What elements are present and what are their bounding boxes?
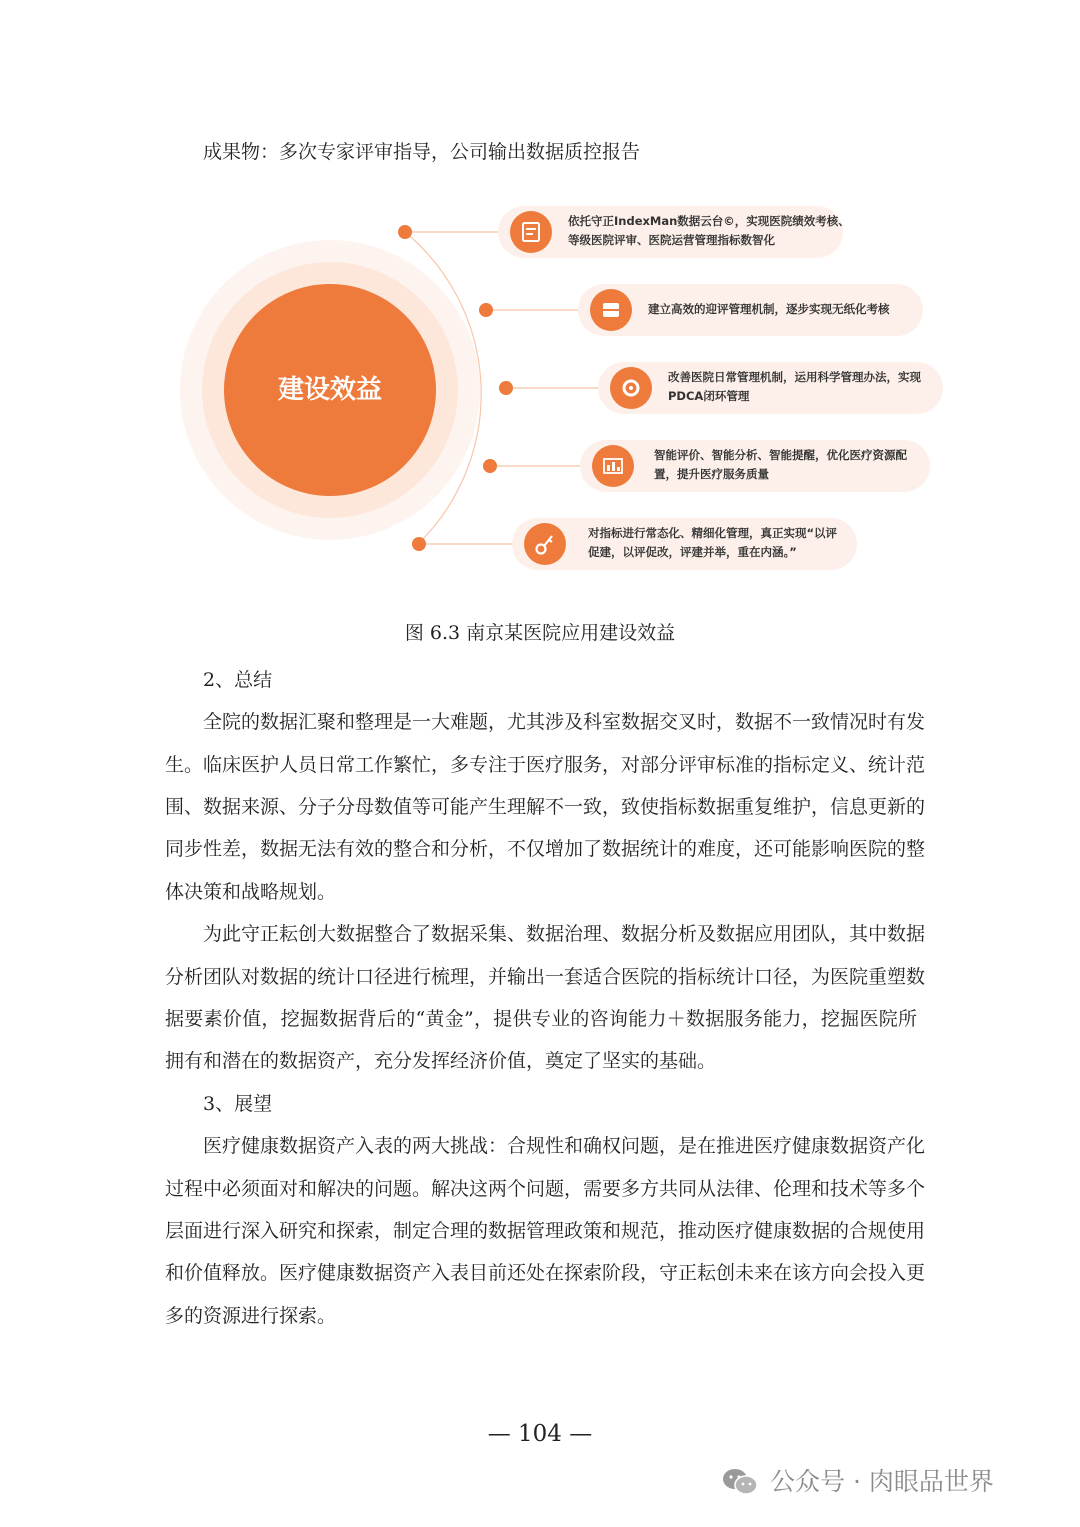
node-dot-5 (412, 537, 426, 551)
section2-p1-line-3: 围、数据来源、分子分母数值等可能产生理解不一致，致使指标数据重复维护，信息更新的 (165, 796, 926, 818)
section2-p2-line-2: 分析团队对数据的统计口径进行梳理，并输出一套适合医院的指标统计口径，为医院重塑数 (165, 966, 926, 988)
benefit-item-1-line-2: 等级医院评审、医院运营管理指标数智化 (568, 233, 775, 247)
benefit-item-3 (598, 362, 943, 414)
bar-chart-icon (592, 445, 634, 487)
benefit-item-4 (580, 440, 930, 492)
section2-heading: 2、总结 (203, 669, 273, 691)
result-line: 成果物：多次专家评审指导，公司输出数据质控报告 (203, 141, 641, 163)
section3-p1-line-4: 和价值释放。医疗健康数据资产入表目前还处在探索阶段，守正耘创未来在该方向会投入更 (165, 1262, 926, 1284)
section3-p1-line-2: 过程中必须面对和解决的问题。解决这两个问题，需要多方共同从法律、伦理和技术等多个 (165, 1178, 926, 1200)
node-dot-2 (479, 303, 493, 317)
target-icon (610, 367, 652, 409)
key-icon (524, 523, 566, 565)
node-dot-3 (499, 381, 513, 395)
section3-p1-line-5: 多的资源进行探索。 (165, 1305, 337, 1327)
benefit-item-5-line-2: 促建，以评促改，评建并举，重在内涵。” (588, 545, 797, 559)
benefit-item-2-line-1: 建立高效的迎评管理机制，逐步实现无纸化考核 (648, 302, 890, 316)
section2-p2-line-3: 据要素价值，挖掘数据背后的“黄金”，提供专业的咨询能力＋数据服务能力，挖掘医院所 (165, 1008, 917, 1030)
benefit-item-5 (512, 518, 857, 570)
page-number: — 104 — (487, 1421, 593, 1447)
benefit-item-4-line-1: 智能评价、智能分析、智能提醒，优化医疗资源配 (654, 448, 907, 462)
node-dot-4 (483, 459, 497, 473)
center-label: 建设效益 (277, 375, 382, 405)
benefit-item-5-line-1: 对指标进行常态化、精细化管理，真正实现“以评 (588, 526, 838, 540)
section2-p1-line-1: 全院的数据汇聚和整理是一大难题，尤其涉及科室数据交叉时，数据不一致情况时有发 (203, 711, 926, 733)
section3-p1-line-1: 医疗健康数据资产入表的两大挑战：合规性和确权问题，是在推进医疗健康数据资产化 (203, 1135, 926, 1157)
benefit-item-1 (498, 206, 850, 258)
watermark-text: 公众号 · 肉眼品世界 (770, 1467, 994, 1496)
section2-p1-line-4: 同步性差，数据无法有效的整合和分析，不仅增加了数据统计的难度，还可能影响医院的整 (165, 838, 926, 860)
section2-p1-line-2: 生。临床医护人员日常工作繁忙，多专注于医疗服务，对部分评审标准的指标定义、统计范 (165, 754, 926, 776)
section2-p1-line-5: 体决策和战略规划。 (165, 881, 337, 903)
inbox-icon (590, 289, 632, 331)
benefit-item-2 (578, 284, 923, 336)
benefit-item-3-line-1: 改善医院日常管理机制，运用科学管理办法，实现 (668, 370, 921, 384)
wechat-icon (720, 1466, 760, 1498)
benefit-item-1-line-1: 依托守正IndexMan数据云台©，实现医院绩效考核、 (568, 214, 850, 228)
document-icon (510, 211, 552, 253)
section2-p2-line-1: 为此守正耘创大数据整合了数据采集、数据治理、数据分析及数据应用团队，其中数据 (203, 923, 926, 945)
benefit-item-4-line-2: 置，提升医疗服务质量 (654, 467, 769, 481)
benefit-item-3-line-2: PDCA闭环管理 (668, 389, 750, 403)
section3-p1-line-3: 层面进行深入研究和探索，制定合理的数据管理政策和规范，推动医疗健康数据的合规使用 (165, 1220, 926, 1242)
section3-heading: 3、展望 (203, 1093, 273, 1115)
node-dot-1 (398, 225, 412, 239)
section2-p2-line-4: 拥有和潜在的数据资产，充分发挥经济价值，奠定了坚实的基础。 (165, 1050, 717, 1072)
benefits-diagram (0, 0, 1080, 610)
figure-caption: 图 6.3 南京某医院应用建设效益 (404, 622, 676, 644)
